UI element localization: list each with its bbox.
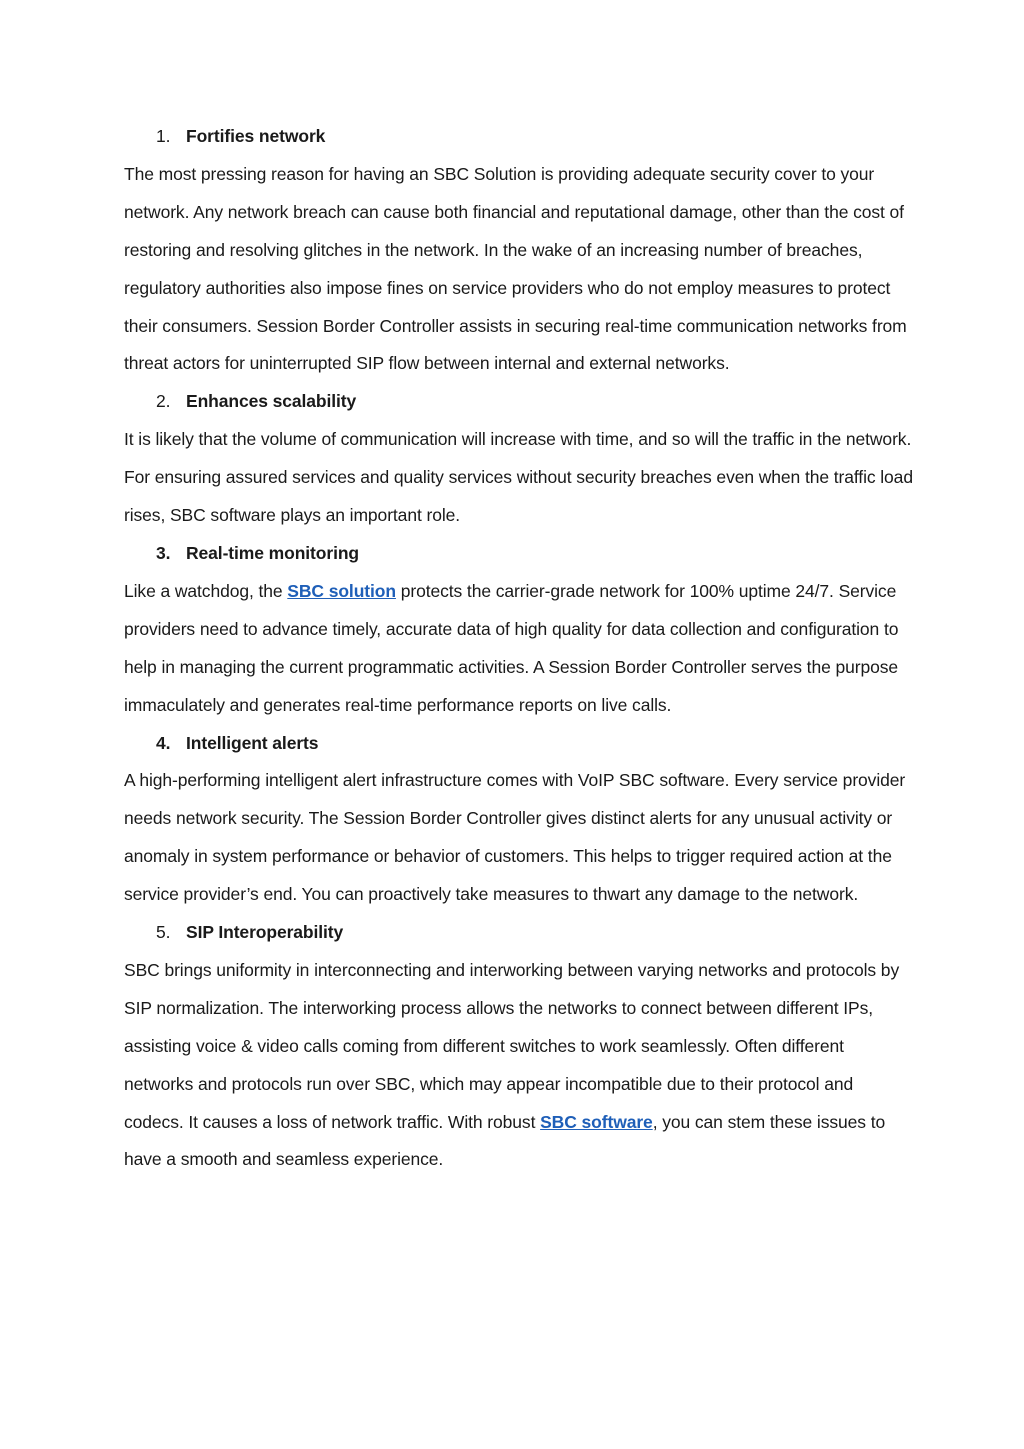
section-number: 1. xyxy=(156,126,171,146)
body-text: SBC brings uniformity in interconnecting and interworking between varying networks and protocols by SIP normalization. The interworking process allows the networks to connect between different IPs, assisting voice & video calls coming from different switches to work seamlessly. Often different networks and protocols run over SBC, which may appear incompatible due to their protocol and codecs. It causes a loss of network traffic. With robust xyxy=(124,959,900,1132)
section-heading-real-time-monitoring xyxy=(124,535,914,573)
section-heading-sip-interoperability xyxy=(124,914,914,952)
sbc-software-link[interactable]: SBC software xyxy=(540,1111,653,1132)
section-heading-fortifies-network xyxy=(124,118,914,156)
section-title: SIP Interoperability xyxy=(186,922,344,943)
section-number: 3. xyxy=(156,542,171,563)
section-title: Intelligent alerts xyxy=(186,732,319,753)
section-body-fortifies-network: The most pressing reason for having an SBC Solution is providing adequate security cover to your network. Any network breach can cause both financial and reputational damage, other than the cost of restoring and resolving glitches in the network. In the wake of an increasing number of breaches, regulatory authorities also impose fines on service providers who do not employ measures to protect their consumers. Session Border Controller assists in securing real-time communication networks from threat actors for uninterrupted SIP flow between internal and external networks. xyxy=(124,163,907,374)
sbc-solution-link[interactable]: SBC solution xyxy=(287,580,396,601)
section-title: Real-time monitoring xyxy=(186,542,360,563)
section-body-enhances-scalability: It is likely that the volume of communication will increase with time, and so will the traffic in the network. For ensuring assured services and quality services without security breaches even when the traffic load rises, SBC software plays an important role. xyxy=(124,429,913,526)
section-body-sip-interoperability xyxy=(124,952,914,1179)
section-heading-enhances-scalability xyxy=(124,383,914,421)
body-text: Like a watchdog, the xyxy=(124,580,288,601)
body-text: protects the carrier-grade network for 100% uptime 24/7. Service providers need to advance timely, accurate data of high quality for data collection and configuration to help in managing the current programmatic activities. A Session Border Controller serves the purpose immaculately and generates real-time performance reports on live calls. xyxy=(124,580,899,715)
body-text: , you can stem these issues to have a smooth and seamless experience. xyxy=(124,1111,886,1170)
section-title: Fortifies network xyxy=(186,126,326,146)
section-title: Enhances scalability xyxy=(186,391,357,412)
section-heading-intelligent-alerts xyxy=(124,725,914,763)
section-body-intelligent-alerts: A high-performing intelligent alert infrastructure comes with VoIP SBC software. Every service provider needs network security. The Session Border Controller gives distinct alerts for any unusual activity or anomaly in system performance or behavior of customers. This helps to trigger required action at the service provider’s end. You can proactively take measures to thwart any damage to the network. xyxy=(124,770,906,905)
section-body-real-time-monitoring xyxy=(124,573,914,725)
section-number: 2. xyxy=(156,391,171,412)
section-number: 5. xyxy=(156,922,171,943)
section-number: 4. xyxy=(156,732,171,753)
document-page xyxy=(124,118,914,1179)
